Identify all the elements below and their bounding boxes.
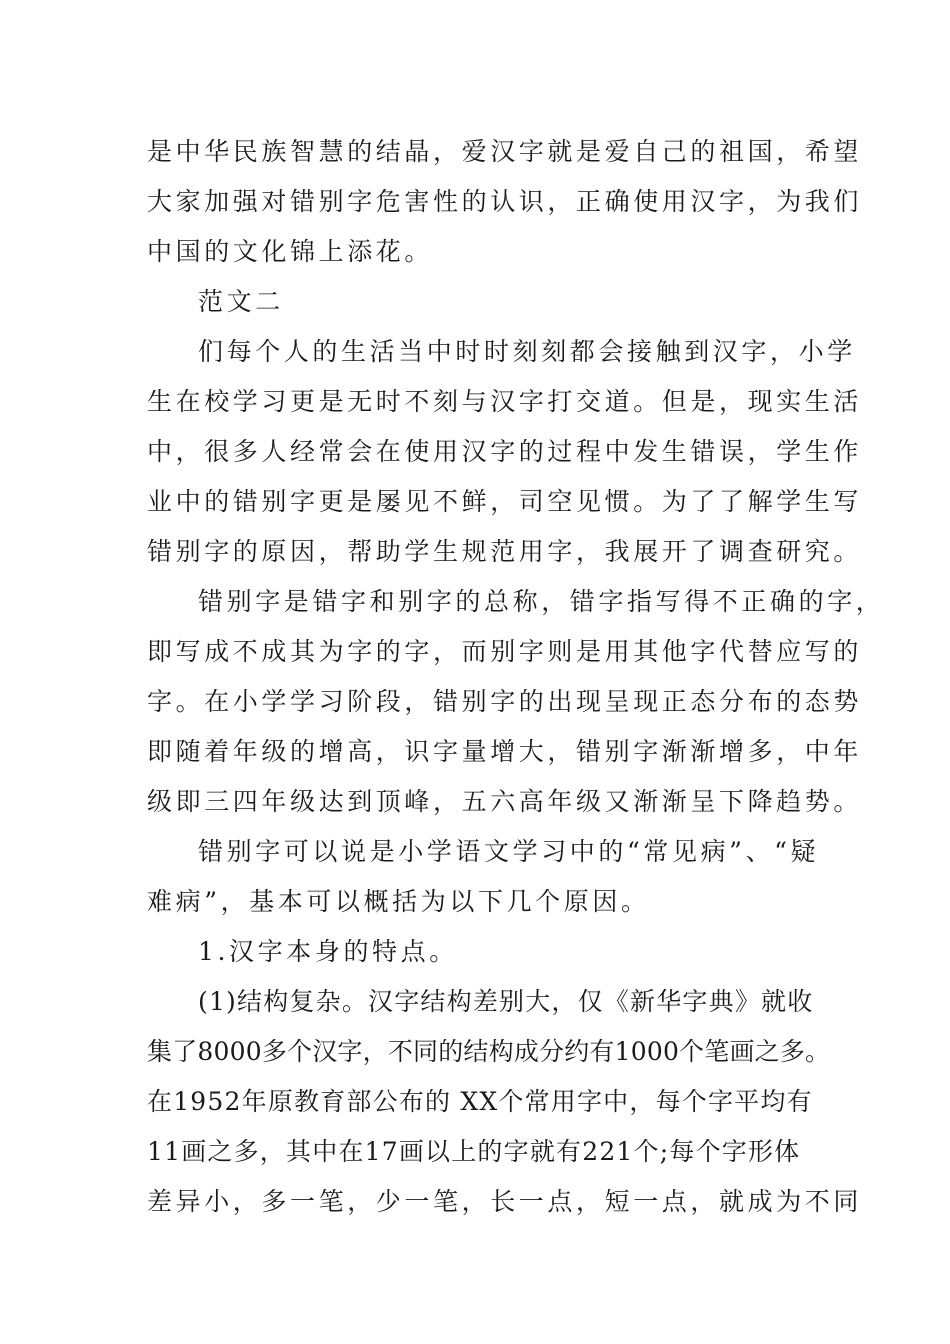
text-line: 中，很多人经常会在使用汉字的过程中发生错误，学生作 [147, 437, 863, 466]
text-line: 11画之多，其中在17画以上的字就有221个;每个字形体 [147, 1137, 801, 1166]
text-line: 错别字是错字和别字的总称，错字指写得不正确的字， [198, 587, 885, 616]
section-heading: 范文二 [198, 287, 284, 316]
text-line: (1)结构复杂。汉字结构差别大，仅《新华字典》就收 [198, 987, 814, 1016]
text-line: 生在校学习更是无时不刻与汉字打交道。但是，现实生活 [147, 387, 863, 416]
list-heading: 1.汉字本身的特点。 [198, 937, 458, 966]
text-line: 即写成不成其为字的字，而别字则是用其他字代替应写的 [147, 637, 863, 666]
text-line: 难病”，基本可以概括为以下几个原因。 [147, 887, 650, 916]
text-line: 字。在小学学习阶段，错别字的出现呈现正态分布的态势 [147, 687, 863, 716]
text-line: 是中华民族智慧的结晶，爱汉字就是爱自己的祖国，希望 [147, 137, 863, 166]
text-line: 中国的文化锦上添花。 [147, 237, 434, 266]
text-line: 即随着年级的增高，识字量增大，错别字渐渐增多，中年 [147, 737, 863, 766]
text-line: 级即三四年级达到顶峰，五六高年级又渐渐呈下降趋势。 [147, 787, 863, 816]
text-line: 在1952年原教育部公布的 XX个常用字中，每个字平均有 [147, 1087, 813, 1116]
text-line: 大家加强对错别字危害性的认识，正确使用汉字，为我们 [147, 187, 863, 216]
text-line: 业中的错别字更是屡见不鲜，司空见惯。为了了解学生写 [147, 487, 863, 516]
text-line: 们每个人的生活当中时时刻刻都会接触到汉字，小学 [198, 337, 856, 366]
text-line: 错别字可以说是小学语文学习中的“常见病”、“疑 [198, 837, 820, 866]
text-line: 错别字的原因，帮助学生规范用字，我展开了调查研究。 [147, 537, 863, 566]
text-line: 差异小，多一笔，少一笔，长一点，短一点，就成为不同 [147, 1187, 863, 1216]
text-line: 集了8000多个汉字，不同的结构成分约有1000个笔画之多。 [147, 1037, 831, 1066]
